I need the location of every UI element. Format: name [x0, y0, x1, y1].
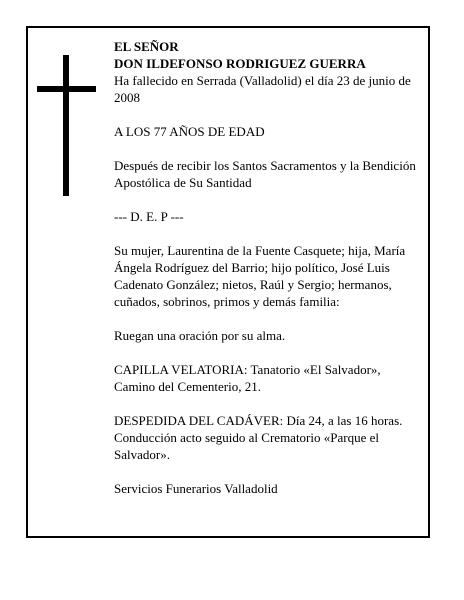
rip-line: --- D. E. P ---	[114, 209, 184, 224]
cross-icon-crossbar	[37, 86, 96, 92]
obituary-text	[114, 38, 424, 514]
funeral-info: DESPEDIDA DEL CADÁVER: Día 24, a las 16 horas. Conducción acto seguido al Crematorio «Parque el Salvador».	[114, 413, 403, 462]
death-announcement: Ha fallecido en Serrada (Valladolid) el día 23 de junio de 2008	[114, 73, 411, 105]
funeral-services: Servicios Funerarios Valladolid	[114, 481, 278, 496]
sacraments-line: Después de recibir los Santos Sacramentos y la Bendición Apostólica de Su Santidad	[114, 158, 416, 190]
cross-icon	[63, 55, 69, 196]
deceased-name: DON ILDEFONSO RODRIGUEZ GUERRA	[114, 56, 366, 71]
family-list: Su mujer, Laurentina de la Fuente Casquete; hija, María Ángela Rodríguez del Barrio; hijo político, José Luis Cadenato González; nietos, Raúl y Sergio; hermanos, cuñados, sobrinos, primos y demás familia:	[114, 243, 406, 309]
chapel-info: CAPILLA VELATORIA: Tanatorio «El Salvador», Camino del Cementerio, 21.	[114, 362, 381, 394]
honorific-heading: EL SEÑOR	[114, 39, 179, 54]
prayer-request: Ruegan una oración por su alma.	[114, 328, 286, 343]
age-line: A LOS 77 AÑOS DE EDAD	[114, 124, 265, 139]
